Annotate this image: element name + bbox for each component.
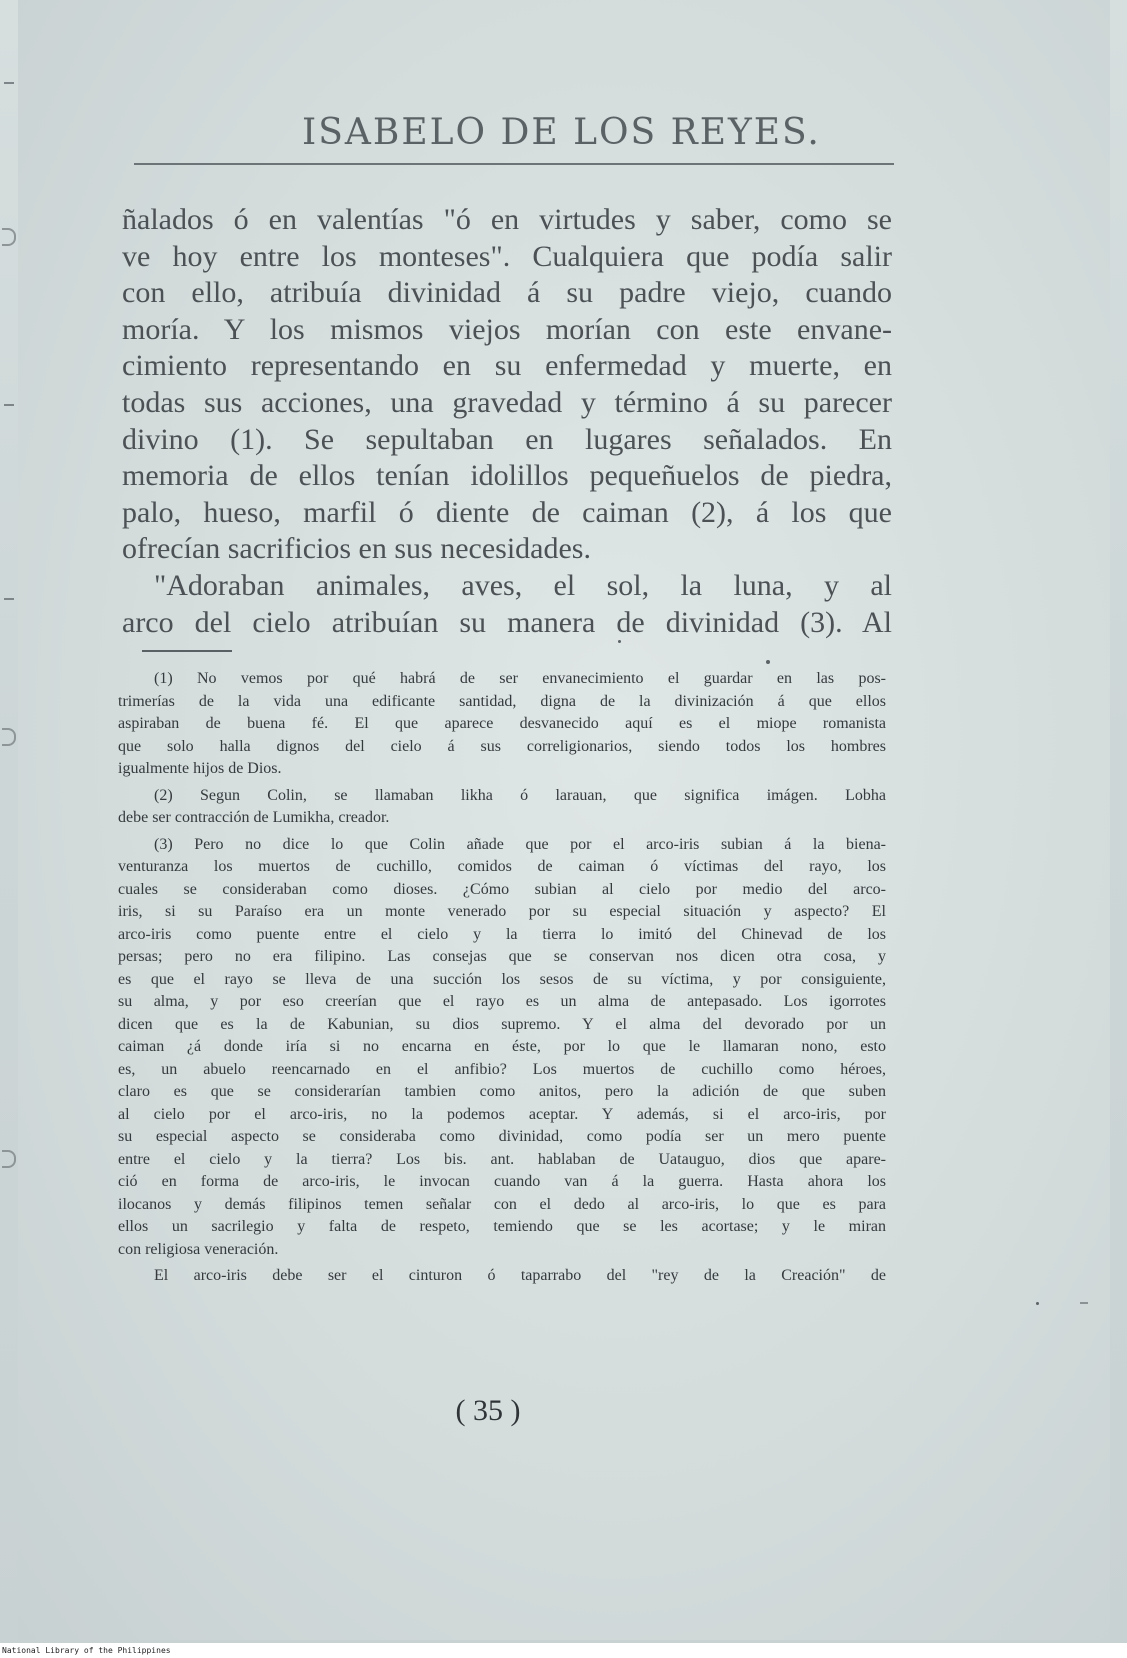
footnote-2 [118, 785, 886, 830]
edge-mark [4, 82, 14, 84]
page-header: ISABELO DE LOS REYES. [302, 112, 821, 153]
footnote-line: iris, si su Paraíso era un monte venerado por su especial situación y aspecto? El [118, 903, 886, 920]
footnote-line: debe ser contracción de Lumikha, creador. [118, 809, 390, 826]
body-line: ofrecían sacrificios en sus necesidades. [122, 532, 591, 566]
page-number: ( 35 ) [455, 1394, 521, 1427]
footnote-line: El arco-iris debe ser el cinturon ó taparrabo del "rey de la Creación" de [154, 1267, 886, 1284]
binding-hole [2, 1150, 16, 1168]
footnote-line: persas; pero no era filipino. Las consejas que se conservan nos dicen otra cosa, y [118, 948, 886, 965]
footnote-line: entre el cielo y la tierra? Los bis. ant. hablaban de Uatauguo, dios que apare- [118, 1150, 886, 1168]
body-line: todas sus acciones, una gravedad y término á su parecer [122, 385, 892, 419]
scanned-page [18, 0, 1110, 1640]
footnote-line: (2) Segun Colin, se llamaban likha ó larauan, que significa imágen. Lobha [154, 786, 886, 804]
footnote-line: caiman ¿á donde iría si no encarna en éste, por lo que le llamaran nono, esto [118, 1038, 886, 1055]
footnote-line: con religiosa veneración. [118, 1240, 279, 1258]
library-credit: National Library of the Philippines [0, 1643, 1127, 1658]
footnote-line: es, un abuelo reencarnado en el anfibio? Los muertos de cuchillo como héroes, [118, 1060, 886, 1078]
edge-mark [1080, 1302, 1088, 1304]
edge-mark [4, 404, 14, 406]
body-line: moría. Y los mismos viejos morían con este envane- [122, 312, 892, 346]
footnote-line: aspiraban de buena fé. El que aparece desvanecido aquí es el miope romanista [118, 715, 886, 732]
footnote-line: que solo halla dignos del cielo á sus correligionarios, siendo todos los hombres [118, 737, 886, 755]
header-rule [134, 163, 894, 165]
edge-mark [4, 598, 14, 600]
print-speck [766, 660, 770, 664]
binding-hole [2, 228, 16, 246]
footnote-line: al cielo por el arco-iris, no la podemos aceptar. Y además, si el arco-iris, por [118, 1105, 886, 1123]
body-line: divino (1). Se sepultaban en lugares señalados. En [122, 422, 892, 456]
footnote-line: su especial aspecto se consideraba como divinidad, como podía ser un mero puente [118, 1128, 886, 1145]
footnote-line: dicen que es la de Kabunian, su dios supremo. Y el alma del devorado por un [118, 1015, 886, 1033]
body-line: memoria de ellos tenían idolillos pequeñuelos de piedra, [122, 459, 892, 493]
footnote-line: arco-iris como puente entre el cielo y la tierra lo imitó del Chinevad de los [118, 925, 886, 943]
footnote-line: cuales se consideraban como dioses. ¿Cómo subian al cielo por medio del arco- [118, 880, 886, 898]
footnote-line: (1) No vemos por qué habrá de ser envanecimiento el guardar en las pos- [154, 670, 886, 687]
footnote-line: ellos un sacrilegio y falta de respeto, temiendo que se les acortase; y le miran [118, 1218, 886, 1235]
footnotes [118, 668, 886, 1292]
footnote-separator [142, 650, 232, 652]
binding-hole [2, 728, 16, 746]
continuation-paragraph [118, 1265, 886, 1288]
footnote-1 [118, 668, 886, 781]
footnote-line: igualmente hijos de Dios. [118, 760, 282, 777]
footnote-line: ció en forma de arco-iris, le invocan cuando van á la guerra. Hasta ahora los [118, 1173, 886, 1190]
print-speck [618, 640, 621, 643]
body-line: arco del cielo atribuían su manera de divinidad (3). Al [122, 605, 892, 639]
footnote-line: (3) Pero no dice lo que Colin añade que por el arco-iris subian á la biena- [154, 835, 886, 853]
footnote-3 [118, 834, 886, 1262]
print-speck [1036, 1302, 1039, 1305]
body-line: cimiento representando en su enfermedad y muerte, en [122, 349, 892, 383]
body-line: ñalados ó en valentías "ó en virtudes y saber, como se [122, 203, 892, 236]
footnote-line: venturanza los muertos de cuchillo, comidos de caiman ó víctimas del rayo, los [118, 858, 886, 875]
footnote-line: ilocanos y demás filipinos temen señalar con el dedo al arco-iris, lo que es para [118, 1195, 886, 1213]
body-line: palo, hueso, marfil ó diente de caiman (2), á los que [122, 495, 892, 529]
body-line: con ello, atribuía divinidad á su padre viejo, cuando [122, 276, 892, 310]
body-line: "Adoraban animales, aves, el sol, la luna, y al [154, 568, 892, 602]
footnote-line: claro es que se considerarían tambien como anitos, pero la adición de que suben [118, 1083, 886, 1100]
footnote-line: es que el rayo se lleva de una succión los sesos de su víctima, y por consiguiente, [118, 970, 886, 988]
body-line: ve hoy entre los monteses". Cualquiera que podía salir [122, 239, 892, 273]
body-text [122, 202, 892, 641]
footnote-line: trimerías de la vida una edificante santidad, digna de la divinización á que ellos [118, 692, 886, 710]
footnote-line: su alma, y por eso creerían que el rayo es un alma de antepasado. Los igorrotes [118, 993, 886, 1010]
